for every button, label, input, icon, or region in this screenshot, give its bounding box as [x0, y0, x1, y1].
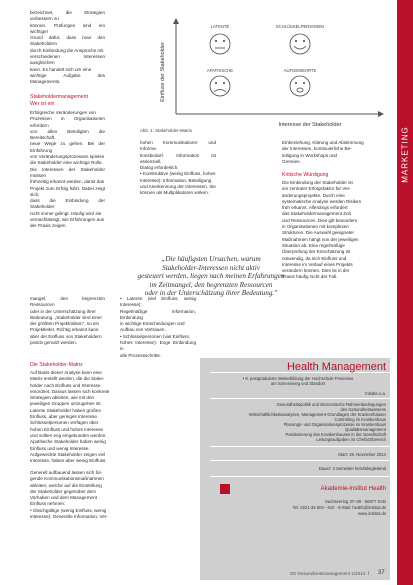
mid-body-1: hohen Kommunikations- und Informa- tionsbedarf. Information ist essenziell, Dialog erforderlich. • Konstruktive (wenig Einfluss, hohes Interesse): Information, Beteiligung und Anerkennung der Interessen. Sie können als Multiplikatoren wirken.	[140, 140, 216, 196]
footer-page-number: 37	[378, 570, 385, 576]
heading-who-is: Wer ist ein	[30, 101, 55, 107]
ad-phone: Tel. 0221-33 604 - 610 · E-Mail: health@institut.de	[292, 505, 386, 510]
left-body-4: Generell aufbauend lassen sich fol- gende Kommunikationsmaßnahmen ableiten, welche auf die Einstellung der Stakeholder gegenüber dem Vorhaben und dem Management Einfluss nehmen: • Gleichgültige (wenig Einfluss, wenig interesse): Generelle Information, Ver-	[30, 470, 108, 520]
pull-quote: „Die häufigsten Ursachen, warum Stakeholder-Interessen nicht aktiv gesteuert werden, liegen nach meinen Erfahrungen im Zeitmangel, den begrenzten Ressourcen oder in der Unterschätzung ihrer Bedeutung."	[137, 255, 285, 298]
quadrant-label-key: SCHLÜSSELPERSONEN	[275, 24, 325, 29]
figure-caption: Abb. 1: Stakeholder-Matrix	[140, 128, 192, 133]
x-axis-label: Interesse der Stakeholder	[278, 122, 342, 128]
quadrant-label-latent: LATENTE	[210, 24, 230, 29]
heading-critical-appraisal: Kritische Würdigung	[282, 172, 329, 178]
ad-topic-8: Leitungsaufgaben im Chefarztbereich	[316, 437, 386, 442]
section-label: MARKETING	[400, 126, 410, 183]
ad-topic-1: Gesundheitspolitik und ökonomische Rahmenbedingungen	[276, 402, 386, 407]
ad-topic-4: Controlling im Krankenhaus	[334, 417, 386, 422]
ad-line-1: • 8. postgraduierte Weiterbildung der Hochschule Fresenius	[242, 376, 354, 381]
ad-web: www.institut.de	[358, 511, 386, 516]
intro-paragraph: bezeichnet, die Strategien verbessern zu können. Prüfungen sind ein wichtiger Grund dafür, dass man den Stakeholdern durch Einbindung die Ansprüche mit verschiedenen Interessen ausgleichen kann. Es handelt sich um eine wichtige Aufgabe des Managements.	[30, 10, 105, 85]
mid-body-2: • Latente (viel Einfluss, wenig Interesse): Regelmäßige Information, Einbindung in wichtige Entscheidungen und Aufbau von Vertrauen. • Schlüsselpersonen (viel Einfluss, hohes Interesse): Enge Einbindung in alle Prozessschritte.	[120, 296, 196, 358]
left-body-1: Erfolgreiche Veränderungen von Prozessen in Organisationen erfordern von allen Beteiligten die Bereitschaft, neue Wege zu gehen. Bei der Einführung von Veränderungsprozessen spielen die Stakeholder eine wichtige Rolle. Die Interessen der Stakeholder müssen frühzeitig erkannt werden, damit das Projekt zum Erfolg führt. Dabei zeigt sich, dass die Einbindung der Stakeholder nicht immer gelingt. Häufig wird sie vernachlässigt, wie Erfahrungen aus der Praxis zeigen.	[30, 110, 105, 229]
footer-separator: I	[368, 571, 370, 577]
section-strip	[397, 0, 413, 585]
face-icon-aroused	[290, 76, 310, 96]
ad-topic-5: Planungs- und Organisationsprozesse im Krankenhaus	[283, 422, 386, 427]
ad-line-2: am Sonnenweg und Standort	[270, 381, 326, 386]
ad-topic-2: des Gesundheitswesens	[340, 407, 386, 412]
left-body-2: mangel, den begrenzten Ressourcen oder in der Unterschätzung ihrer Bedeutung. „Stakeholder sind einer der größten Projektrisiken", so ein Projektleiter. Richtig erkannt kann aber der Einfluss von Stakeholdern positiv genutzt werden.	[30, 296, 105, 346]
matrix-svg	[110, 6, 397, 134]
face-icon-key	[290, 34, 310, 54]
quadrant-label-aroused: AUFGEWEHRTE	[283, 68, 317, 73]
ad-duration: Dauer: 3 Semester berufsbegleitend	[318, 466, 386, 471]
face-icon-latent	[210, 34, 230, 54]
right-body-1: Einbeziehung, Klärung und Abstimmung der Interessen, kontinuierliche Be- teiligung in Workshops und Gremien.	[282, 140, 364, 164]
quadrant-label-apathetic: APATHISCHE	[206, 68, 234, 73]
ad-institute: Akademie-Institut Health	[320, 486, 386, 492]
ad-start: Start: 29. November 2014	[338, 452, 386, 457]
ad-topic-7: Positionierung des Krankenhauses in der Gesellschaft	[285, 432, 386, 437]
stakeholder-matrix-figure	[110, 6, 397, 134]
ad-title: Health Management	[286, 361, 386, 373]
heading-matrix: Die Stakeholder-Matrix	[30, 362, 83, 368]
face-icon-apathetic	[210, 76, 230, 96]
advertisement	[200, 358, 390, 580]
footer-publication: 0G Gesundheitsmanagement 1/2014	[290, 571, 366, 576]
ad-topic-3: Wirtschaftlichkeitsanalysen, Management-Grundlagen der Krankenhäuser	[248, 412, 386, 417]
ad-topic-6: Qualitätsmanagement	[345, 427, 386, 432]
ad-line-3: Inhalte u.a.	[365, 391, 386, 396]
heading-stakeholdermanagement: Stakeholdermanagement	[30, 94, 88, 100]
right-body-2: Die Einbindung der Stakeholder ist ein zentraler Erfolgsfaktor für Ver- änderungsprojekte. Durch eine systematische Analyse werden Risiken früh erkannt. Allerdings erfordert das Stakeholdermanagement Zeit und Ressourcen. Dies gilt besonders in Organisationen mit komplexen Strukturen. Die Auswahl geeigneter Maßnahmen hängt von der jeweiligen Situation ab. Eine regelmäßige Überprüfung der Einschätzung ist notwendig, da sich Einfluss und Interesse im Verlauf eines Projekts verändern können. Dies ist in der Praxis häufig nicht der Fall.	[282, 180, 362, 280]
left-body-3: Auf Basis dieser Analyse kann eine Matrix erstellt werden, die die Stake- holder nach Einfluss und Interesse einordnet. Daraus lassen sich konkrete Strategien ableiten, wie mit den jeweiligen Gruppen umzugehen ist. Latente Stakeholder haben großen Einfluss, aber geringes Interesse. Schlüsselpersonen verfügen über hohen Einfluss und hohes Interesse und sollten eng eingebunden werden. Apathische Stakeholder haben wenig Einfluss und wenig Interesse. Aufgeweckte Stakeholder zeigen viel Interesse, haben aber wenig Einfluss.	[30, 370, 110, 464]
ad-address: Sachsenring 37–39 · 50677 Köln	[325, 499, 386, 504]
y-axis-label: Einfluss der Stakeholder	[160, 42, 166, 102]
